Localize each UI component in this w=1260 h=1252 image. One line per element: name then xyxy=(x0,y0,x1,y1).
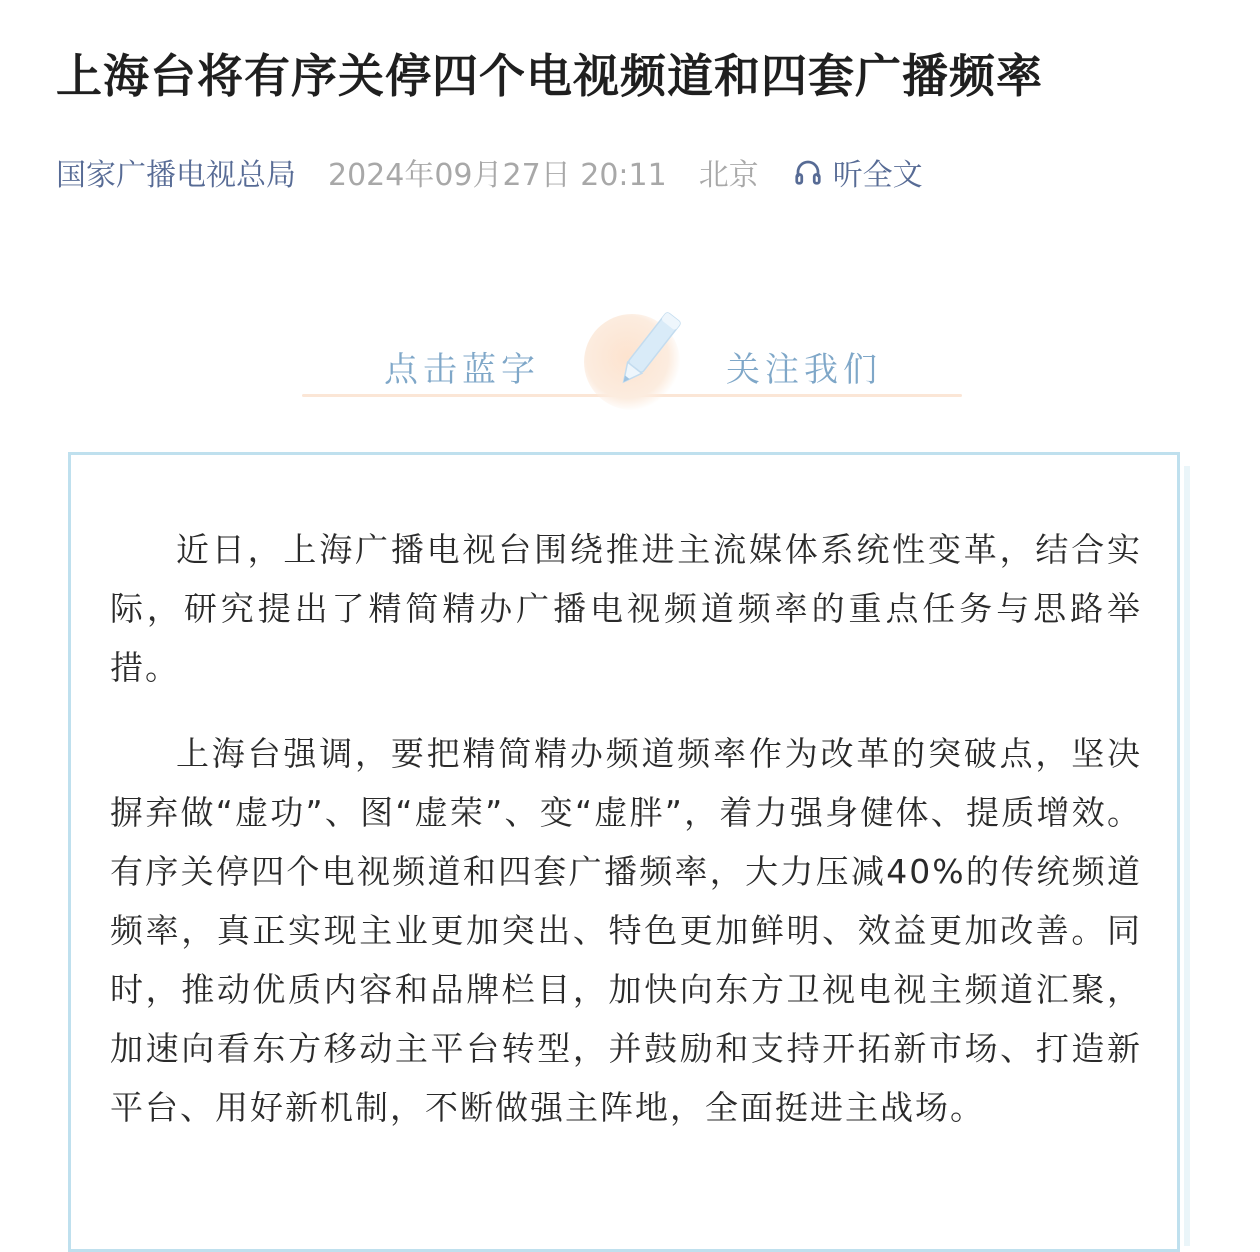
pencil-icon xyxy=(602,302,692,402)
headphones-icon xyxy=(793,157,823,187)
follow-right-text[interactable]: 关注我们 xyxy=(726,350,882,390)
follow-banner[interactable] xyxy=(302,308,962,398)
body-paragraph-1: 近日，上海广播电视台围绕推进主流媒体系统性变革，结合实际，研究提出了精简精办广播电视频道频率的重点任务与思路举措。 xyxy=(110,530,1142,687)
article-title: 上海台将有序关停四个电视频道和四套广播频率 xyxy=(56,49,1043,103)
account-name-link[interactable]: 国家广播电视总局 xyxy=(56,158,296,193)
body-paragraph-2: 上海台强调，要把精简精办频道频率作为改革的突破点，坚决摒弃做“虚功”、图“虚荣”、变“虚胖”，着力强身健体、提质增效。有序关停四个电视频道和四套广播频率，大力压减40%的传统频道频率，真正实现主业更加突出、特色更加鲜明、效益更加改善。同时，推动优质内容和品牌栏目，加快向东方卫视电视主频道汇聚，加速向看东方移动主平台转型，并鼓励和支持开拓新市场、打造新平台、用好新机制，不断做强主阵地，全面挺进主战场。 xyxy=(110,734,1142,1127)
follow-left-text[interactable]: 点击蓝字 xyxy=(384,350,540,390)
listen-button[interactable] xyxy=(793,150,923,194)
article-meta xyxy=(56,146,923,198)
publish-location: 北京 xyxy=(698,158,759,193)
publish-date: 2024年09月27日 20:11 xyxy=(328,158,667,193)
content-frame-shadow xyxy=(1184,466,1190,1246)
listen-label: 听全文 xyxy=(832,158,923,193)
